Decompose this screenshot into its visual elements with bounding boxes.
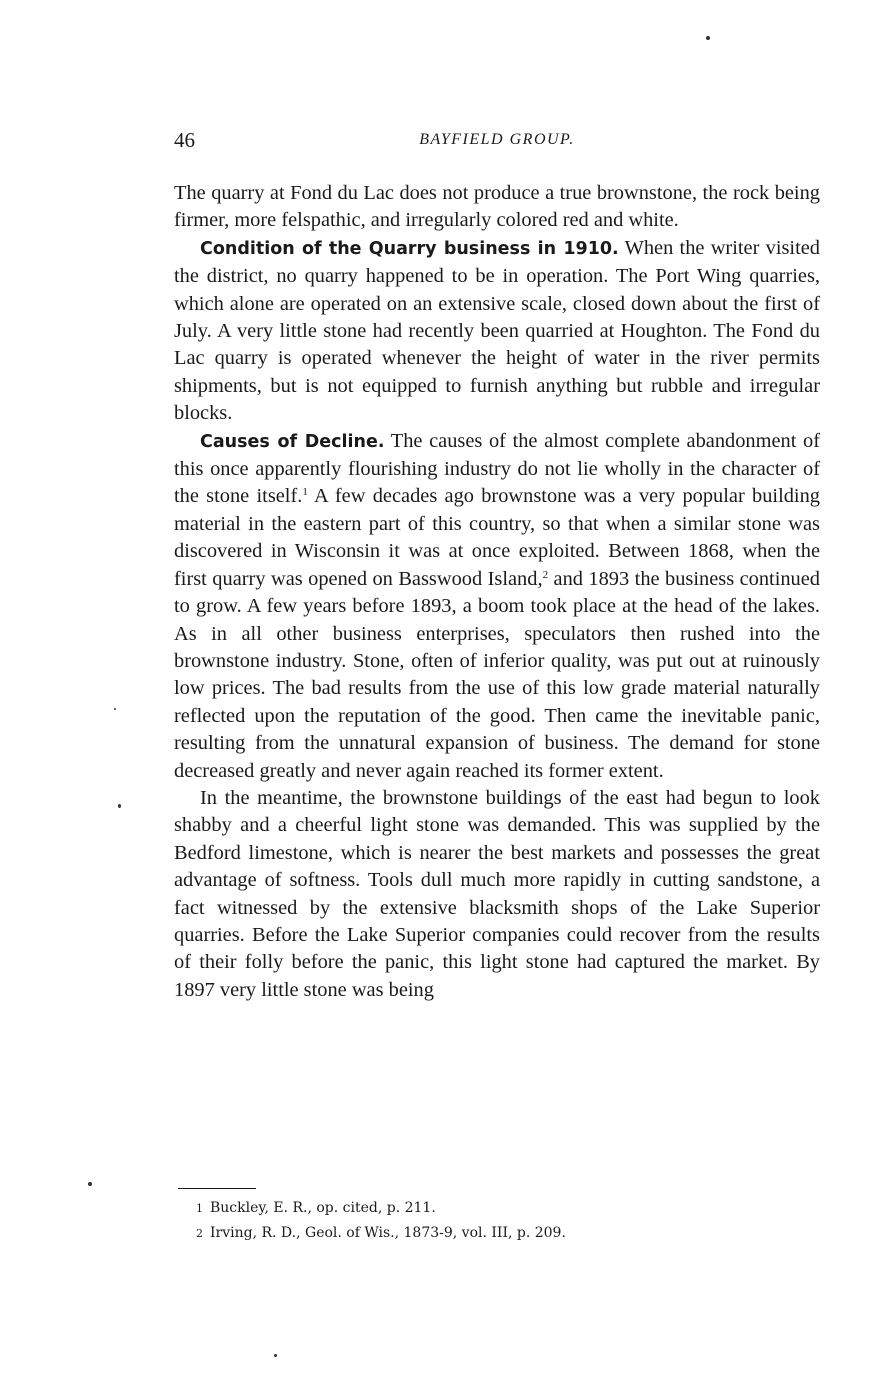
footnote-divider (178, 1188, 256, 1189)
footnotes (196, 1196, 816, 1246)
scan-speck (274, 1354, 277, 1357)
footnote-text: Irving, R. D., Geol. of Wis., 1873-9, vol. III, p. 209. (210, 1225, 566, 1241)
page-header (174, 128, 820, 158)
footnote-ref-1: 1 (302, 486, 308, 499)
paragraph-text: The causes of the almost complete abandonment of this once apparently flourishing industry do not lie wholly in the character of the stone itself. (174, 429, 820, 508)
page-number: 46 (174, 128, 195, 152)
section-run-head-condition: Condition of the Quarry business in 1910. (200, 238, 619, 259)
running-head: BAYFIELD GROUP. (419, 131, 575, 148)
body-text (174, 180, 820, 1004)
paragraph-quarry-condition (174, 235, 820, 428)
paragraph-text: and 1893 the business continued to grow. A few years before 1893, a boom took place at the head of the lakes. As in all other business enterprises, speculators then rushed into the brownstone industry. Stone, often of inferior quality, was put out at ruinously low prices. The bad results from the use of this low grade material naturally reflected upon the reputation of the good. Then came the inevitable panic, resulting from the unnatural expansion of business. The demand for stone decreased greatly and never again reached its former extent. (174, 567, 820, 782)
paragraph-causes-of-decline (174, 428, 820, 785)
scan-speck (706, 36, 710, 40)
paragraph-text: When the writer visited the district, no quarry happened to be in operation. The Port Wing quarries, which alone are operated on an extensive scale, closed down about the first of July. A very little stone had recently been quarried at Houghton. The Fond du Lac quarry is operated whenever the height of water in the river permits shipments, but is not equipped to furnish anything but rubble and irregular blocks. (174, 236, 820, 425)
scan-speck (114, 708, 116, 710)
paragraph-text: In the meantime, the brownstone buildings of the east had begun to look shabby and a cheerful light stone was demanded. This was supplied by the Bedford limestone, which is nearer the best markets and possesses the great advantage of softness. Tools dull much more rapidly in cutting sandstone, a fact witnessed by the extensive blacksmith shops of the Lake Superior quarries. Before the Lake Superior companies could recover from the results of their folly before the panic, this light stone had captured the market. By 1897 very little stone was being (174, 786, 820, 1001)
footnote-ref-2: 2 (542, 568, 549, 581)
footnote-mark: 2 (196, 1227, 203, 1240)
scan-speck (88, 1182, 92, 1186)
paragraph-text: The quarry at Fond du Lac does not produce a true brownstone, the rock being firmer, more felspathic, and irregularly colored red and white. (174, 182, 820, 232)
footnote-1 (196, 1196, 816, 1221)
scan-speck (118, 804, 121, 808)
paragraph-meantime (174, 785, 820, 1004)
footnote-mark: 1 (196, 1202, 203, 1215)
paragraph-text: A few decades ago brownstone was a very popular building material in the eastern part of this country, so that when a similar stone was discovered in Wisconsin it was at once exploited. Between 1868, when the first quarry was opened on Basswood Island, (174, 485, 820, 590)
footnote-2 (196, 1221, 816, 1246)
section-run-head-causes: Causes of Decline. (200, 431, 385, 452)
footnote-text: Buckley, E. R., op. cited, p. 211. (210, 1200, 436, 1216)
paragraph-fond-du-lac (174, 180, 820, 235)
